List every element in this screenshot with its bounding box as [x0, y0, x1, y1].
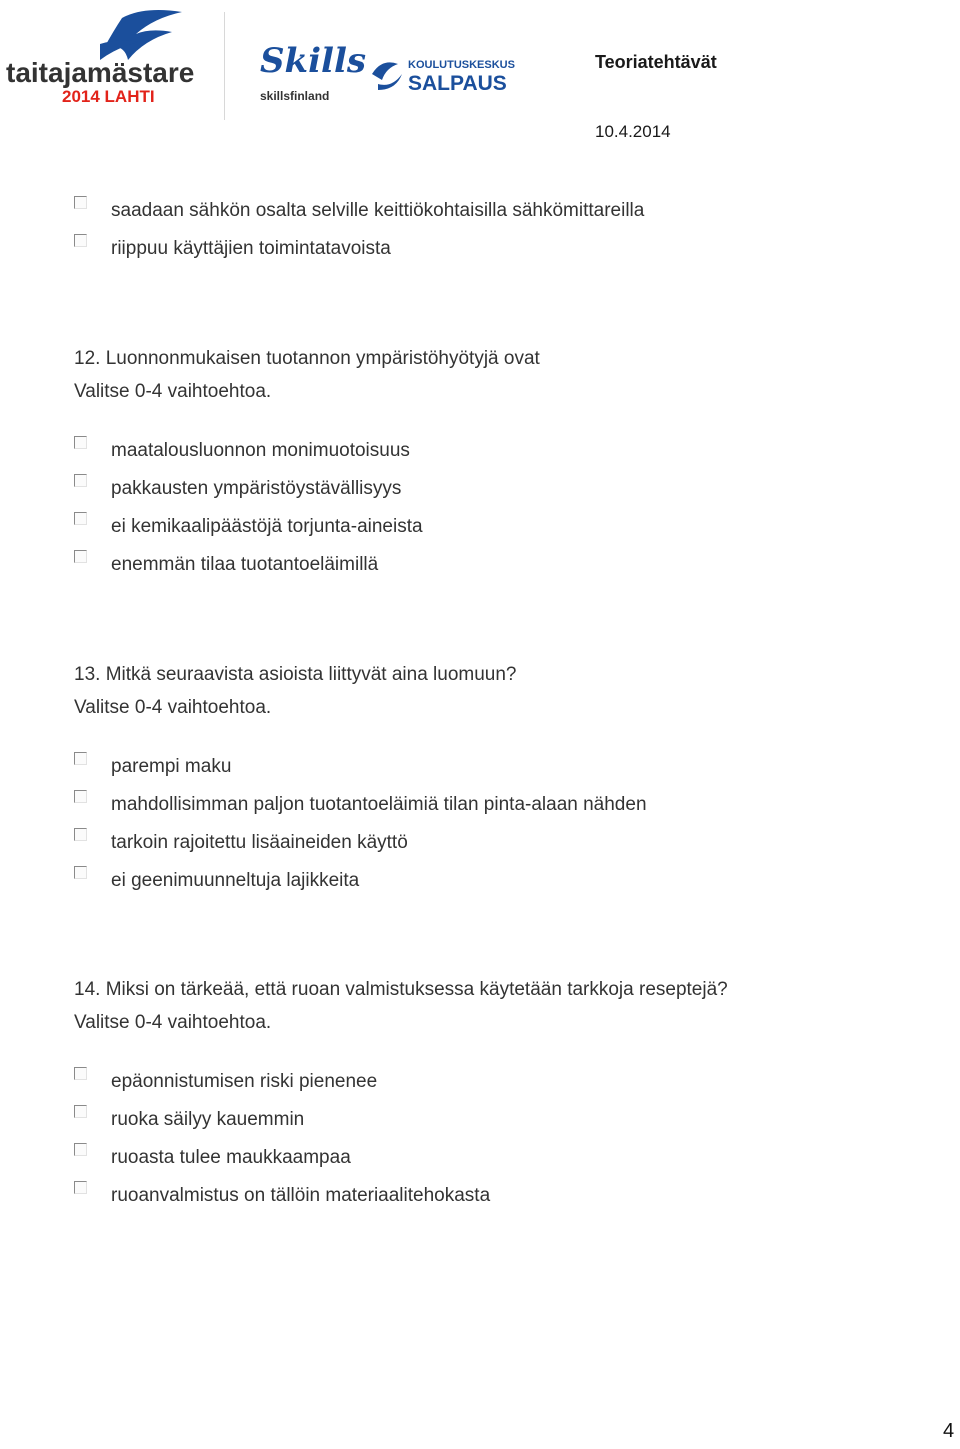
question-instruction: Valitse 0-4 vaihtoehtoa.: [74, 1012, 272, 1033]
skills-logo-sub: skillsfinland: [260, 89, 330, 103]
checkbox[interactable]: [74, 1181, 87, 1194]
option-label: ei kemikaalipäästöjä torjunta-aineista: [111, 516, 423, 537]
checkbox[interactable]: [74, 828, 87, 841]
option-label: ruoka säilyy kauemmin: [111, 1109, 305, 1130]
option-label: pakkausten ympäristöystävällisyys: [111, 478, 402, 499]
option-label: mahdollisimman paljon tuotantoeläimiä tilan pinta-alaan nähden: [111, 794, 647, 815]
salpaus-logo-line1: KOULUTUSKESKUS: [408, 59, 515, 71]
question-instruction: Valitse 0-4 vaihtoehtoa.: [74, 381, 272, 402]
checkbox[interactable]: [74, 866, 87, 879]
checkbox[interactable]: [74, 436, 87, 449]
checkbox[interactable]: [74, 1067, 87, 1080]
question-14: [74, 973, 728, 1039]
taitaja-logo-text: taitajamästare: [6, 57, 195, 88]
question-12: [74, 342, 540, 408]
checkbox[interactable]: [74, 234, 87, 247]
taitaja-mastare-logo: [4, 4, 204, 108]
question-title: 12. Luonnonmukaisen tuotannon ympäristöhyötyjä ovat: [74, 348, 540, 369]
option-label: epäonnistumisen riski pienenee: [111, 1071, 378, 1092]
option-label: ei geenimuunneltuja lajikkeita: [111, 870, 360, 891]
page-header: [0, 0, 960, 160]
question-title: 13. Mitkä seuraavista asioista liittyvät aina luomuun?: [74, 664, 517, 685]
checkbox[interactable]: [74, 550, 87, 563]
option-label: saadaan sähkön osalta selville keittiökohtaisilla sähkömittareilla: [111, 200, 645, 221]
option-label: enemmän tilaa tuotantoeläimillä: [111, 554, 379, 575]
option-label: tarkoin rajoitettu lisäaineiden käyttö: [111, 832, 408, 853]
option-label: ruoasta tulee maukkaampaa: [111, 1147, 351, 1168]
salpaus-logo-line2: SALPAUS: [408, 72, 507, 95]
checkbox[interactable]: [74, 196, 87, 209]
checkbox[interactable]: [74, 790, 87, 803]
checkbox[interactable]: [74, 1143, 87, 1156]
option-label: riippuu käyttäjien toimintatavoista: [111, 238, 391, 259]
skills-logo-script: Skills: [260, 41, 367, 81]
question-13: [74, 658, 517, 724]
taitaja-logo-year: 2014 LAHTI: [62, 87, 155, 106]
option-label: ruoanvalmistus on tällöin materiaalitehokasta: [111, 1185, 491, 1206]
checkbox[interactable]: [74, 474, 87, 487]
checkbox[interactable]: [74, 1105, 87, 1118]
header-divider: [224, 12, 225, 120]
salpaus-logo: [368, 50, 518, 100]
page-number: 4: [943, 1420, 955, 1442]
checkbox[interactable]: [74, 752, 87, 765]
question-title: 14. Miksi on tärkeää, että ruoan valmistuksessa käytetään tarkkoja reseptejä?: [74, 979, 728, 1000]
option-label: parempi maku: [111, 756, 232, 777]
question-instruction: Valitse 0-4 vaihtoehtoa.: [74, 697, 272, 718]
document-date: 10.4.2014: [595, 122, 671, 141]
document-title: Teoriatehtävät: [595, 52, 717, 72]
skills-finland-logo: [258, 36, 367, 108]
checkbox[interactable]: [74, 512, 87, 525]
option-label: maatalousluonnon monimuotoisuus: [111, 440, 410, 461]
